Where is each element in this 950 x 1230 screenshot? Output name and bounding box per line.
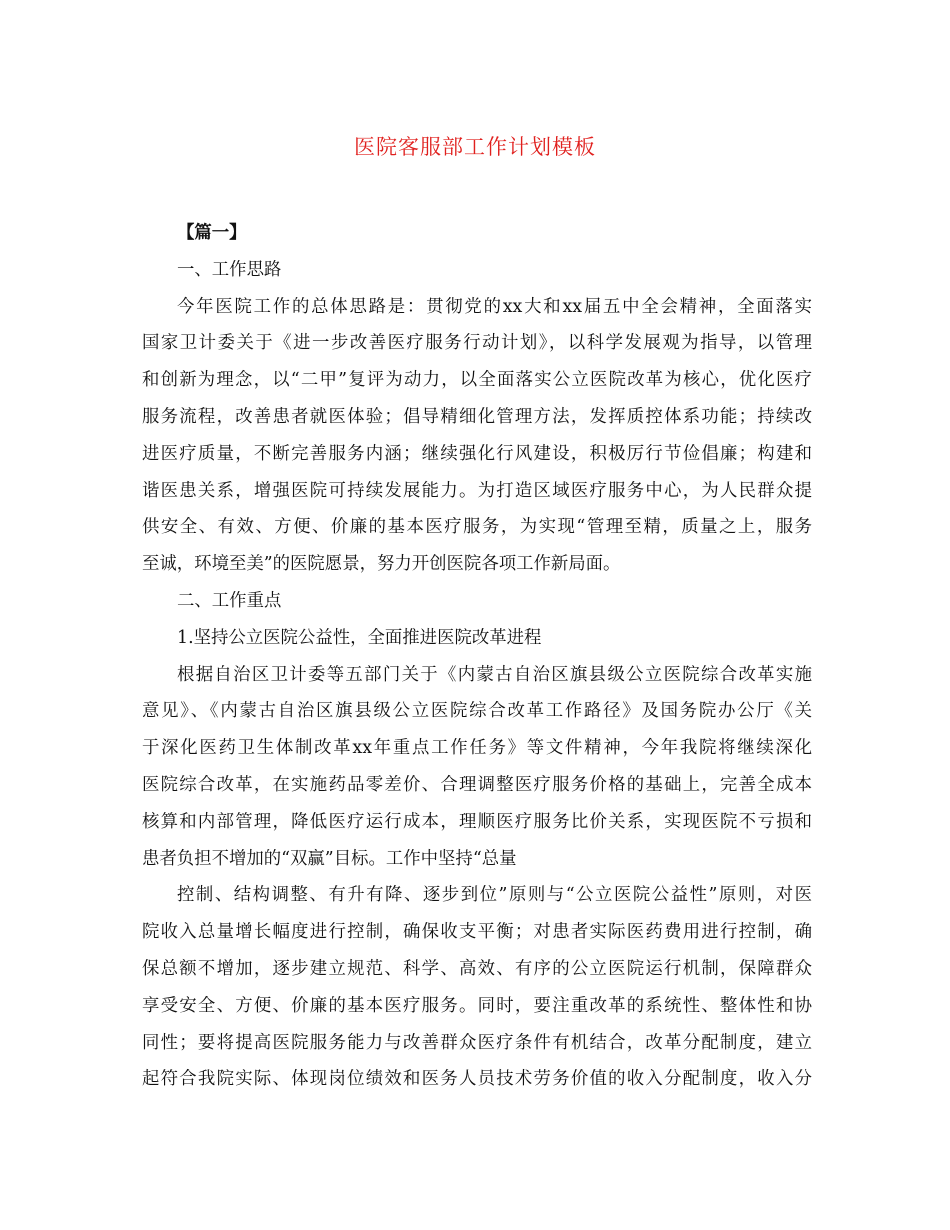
paragraph-line: 起符合我院实际、体现岗位绩效和医务人员技术劳务价值的收入分配制度，收入分 <box>142 1069 812 1090</box>
paragraph-line: 根据自治区卫计委等五部门关于《内蒙古自治区旗县级公立医院综合改革实施 <box>177 664 812 685</box>
paragraph-line: 二、工作重点 <box>177 590 282 611</box>
paragraph-line: 控制、结构调整、有升有降、逐步到位”原则与“公立医院公益性”原则，对医 <box>177 885 812 906</box>
paragraph-line: 进医疗质量，不断完善服务内涵；继续强化行风建设，积极厉行节俭倡廉；构建和 <box>142 443 812 464</box>
paragraph-line: 国家卫计委关于《进一步改善医疗服务行动计划》，以科学发展观为指导，以管理 <box>142 333 812 354</box>
paragraph-line: 医院综合改革，在实施药品零差价、合理调整医疗服务价格的基础上，完善全成本 <box>142 774 812 795</box>
paragraph-line: 于深化医药卫生体制改革xx年重点工作任务》等文件精神，今年我院将继续深化 <box>142 738 812 759</box>
paragraph-line: 意见》、《内蒙古自治区旗县级公立医院综合改革工作路径》及国务院办公厅《关 <box>142 701 812 722</box>
paragraph-line: 服务流程，改善患者就医体验；倡导精细化管理方法，发挥质控体系功能；持续改 <box>142 406 812 427</box>
paragraph-line: 同性；要将提高医院服务能力与改善群众医疗条件有机结合，改革分配制度，建立 <box>142 1032 812 1053</box>
paragraph-line: 享受安全、方便、价廉的基本医疗服务。同时，要注重改革的系统性、整体性和协 <box>142 995 812 1016</box>
paragraph-line: 患者负担不增加的“双赢”目标。工作中坚持“总量 <box>142 848 517 869</box>
paragraph-line: 至诚，环境至美”的医院愿景，努力开创医院各项工作新局面。 <box>142 554 621 575</box>
paragraph-line: 核算和内部管理，降低医疗运行成本，理顺医疗服务比价关系，实现医院不亏损和 <box>142 811 812 832</box>
paragraph-line: 院收入总量增长幅度进行控制，确保收支平衡；对患者实际医药费用进行控制，确 <box>142 922 812 943</box>
paragraph-line: 保总额不增加，逐步建立规范、科学、高效、有序的公立医院运行机制，保障群众 <box>142 958 812 979</box>
document-body <box>142 215 812 1098</box>
paragraph-line: 【篇一】 <box>177 223 247 243</box>
paragraph-line: 今年医院工作的总体思路是：贯彻党的xx大和xx届五中全会精神，全面落实 <box>177 296 812 317</box>
paragraph-line: 一、工作思路 <box>177 259 282 280</box>
document-title: 医院客服部工作计划模板 <box>354 135 596 159</box>
paragraph-line: 1.坚持公立医院公益性，全面推进医院改革进程 <box>177 627 542 648</box>
paragraph-line: 供安全、有效、方便、价廉的基本医疗服务，为实现“管理至精，质量之上，服务 <box>142 517 812 538</box>
paragraph-line: 谐医患关系，增强医院可持续发展能力。为打造区域医疗服务中心，为人民群众提 <box>142 480 812 501</box>
paragraph-line: 和创新为理念，以“二甲”复评为动力，以全面落实公立医院改革为核心，优化医疗 <box>142 370 812 391</box>
